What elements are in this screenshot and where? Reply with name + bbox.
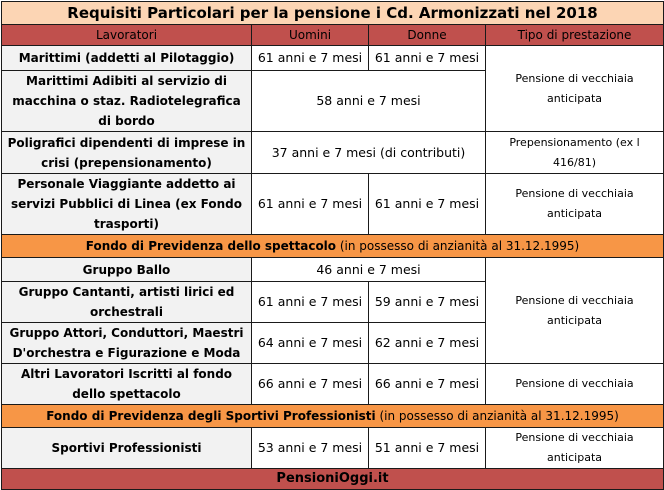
table-row xyxy=(2,258,664,282)
combined-value: 58 anni e 7 mesi xyxy=(252,71,486,132)
tipo-value: Prepensionamento (ex l 416/81) xyxy=(486,132,664,174)
row-label: Altri Lavoratori Iscritti al fondo dello spettacolo xyxy=(2,364,252,405)
footer-row xyxy=(2,469,664,490)
table-row xyxy=(2,132,664,174)
header-lavoratori: Lavoratori xyxy=(2,25,252,46)
combined-value: 37 anni e 7 mesi (di contributi) xyxy=(252,132,486,174)
section-note: (in possesso di anzianità al 31.12.1995) xyxy=(379,409,619,423)
footer-brand: PensioniOggi.it xyxy=(2,469,664,490)
donne-value: 51 anni e 7 mesi xyxy=(369,428,486,469)
section-title: Fondo di Previdenza dello spettacolo xyxy=(85,239,337,253)
section-row-spettacolo xyxy=(2,235,664,258)
row-label: Personale Viaggiante addetto ai servizi Pubblici di Linea (ex Fondo trasporti) xyxy=(2,174,252,235)
donne-value: 61 anni e 7 mesi xyxy=(369,46,486,71)
header-donne: Donne xyxy=(369,25,486,46)
row-label: Poligrafici dipendenti di imprese in crisi (prepensionamento) xyxy=(2,132,252,174)
donne-value: 62 anni e 7 mesi xyxy=(369,323,486,364)
donne-value: 59 anni e 7 mesi xyxy=(369,282,486,323)
table-row xyxy=(2,174,664,235)
uomini-value: 66 anni e 7 mesi xyxy=(252,364,369,405)
table-row xyxy=(2,46,664,71)
title-row xyxy=(2,2,664,25)
uomini-value: 61 anni e 7 mesi xyxy=(252,282,369,323)
table-row xyxy=(2,428,664,469)
requisiti-table xyxy=(1,1,664,490)
tipo-value: Pensione di vecchiaia xyxy=(486,364,664,405)
section-title: Fondo di Previdenza degli Sportivi Professionisti xyxy=(46,409,376,423)
section-row-sportivi xyxy=(2,405,664,428)
header-uomini: Uomini xyxy=(252,25,369,46)
tipo-value: Pensione di vecchiaia anticipata xyxy=(486,174,664,235)
row-label: Sportivi Professionisti xyxy=(2,428,252,469)
row-label: Marittimi (addetti al Pilotaggio) xyxy=(2,46,252,71)
table-row xyxy=(2,364,664,405)
row-label: Gruppo Ballo xyxy=(2,258,252,282)
tipo-value: Pensione di vecchiaia anticipata xyxy=(486,428,664,469)
table-title: Requisiti Particolari per la pensione i Cd. Armonizzati nel 2018 xyxy=(2,2,664,25)
uomini-value: 64 anni e 7 mesi xyxy=(252,323,369,364)
section-header-spettacolo xyxy=(2,235,664,258)
tipo-value: Pensione di vecchiaia anticipata xyxy=(486,258,664,364)
donne-value: 61 anni e 7 mesi xyxy=(369,174,486,235)
row-label: Gruppo Cantanti, artisti lirici ed orchestrali xyxy=(2,282,252,323)
uomini-value: 61 anni e 7 mesi xyxy=(252,46,369,71)
section-note: (in possesso di anzianità al 31.12.1995) xyxy=(339,239,580,253)
header-tipo: Tipo di prestazione xyxy=(486,25,664,46)
uomini-value: 53 anni e 7 mesi xyxy=(252,428,369,469)
row-label: Marittimi Adibiti al servizio di macchina o staz. Radiotelegrafica di bordo xyxy=(2,71,252,132)
donne-value: 66 anni e 7 mesi xyxy=(369,364,486,405)
tipo-value: Pensione di vecchiaia anticipata xyxy=(486,46,664,132)
combined-value: 46 anni e 7 mesi xyxy=(252,258,486,282)
section-header-sportivi xyxy=(2,405,664,428)
header-row xyxy=(2,25,664,46)
uomini-value: 61 anni e 7 mesi xyxy=(252,174,369,235)
row-label: Gruppo Attori, Conduttori, Maestri D'orchestra e Figurazione e Moda xyxy=(2,323,252,364)
